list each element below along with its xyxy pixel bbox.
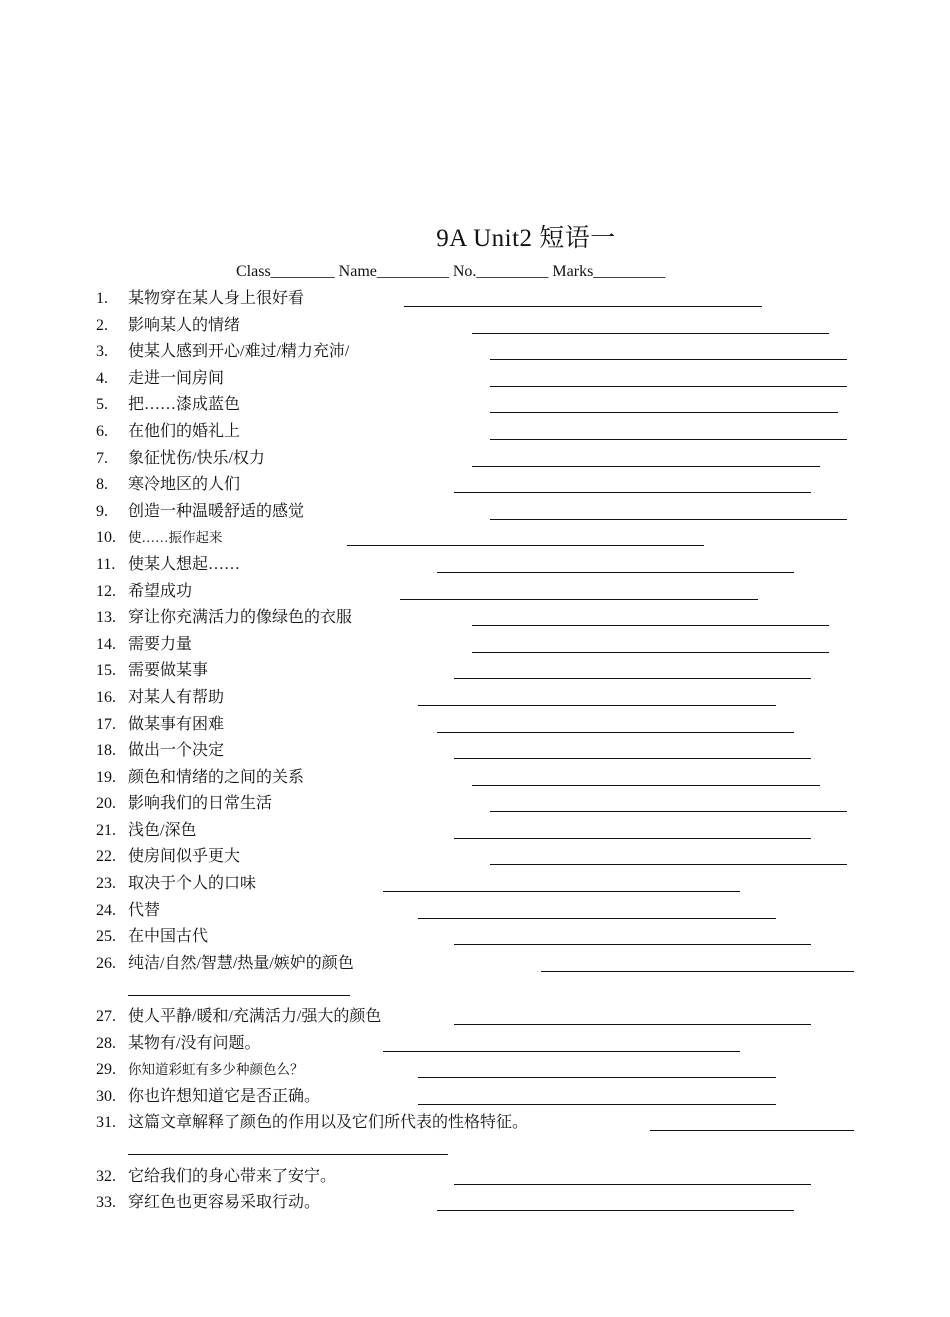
item-prompt: 影响某人的情绪 xyxy=(128,316,241,334)
item-prompt: 使某人想起…… xyxy=(128,555,241,573)
item-number: 8. xyxy=(96,476,108,494)
item-prompt: 走进一间房间 xyxy=(128,369,225,387)
list-item xyxy=(0,446,950,473)
list-item xyxy=(0,738,950,765)
item-prompt: 做出一个决定 xyxy=(128,742,225,760)
item-prompt: 象征忧伤/快乐/权力 xyxy=(128,449,265,467)
item-number: 24. xyxy=(96,901,116,919)
answer-line[interactable] xyxy=(454,492,811,493)
answer-line-continuation[interactable] xyxy=(128,995,350,996)
item-prompt: 在中国古代 xyxy=(128,928,209,946)
item-prompt: 它给我们的身心带来了安宁。 xyxy=(128,1167,337,1185)
item-number: 26. xyxy=(96,954,116,972)
list-item xyxy=(0,658,950,685)
list-item xyxy=(0,1004,950,1031)
item-prompt: 使房间似乎更大 xyxy=(128,848,241,866)
list-item xyxy=(0,1031,950,1058)
list-item xyxy=(0,552,950,579)
answer-line[interactable] xyxy=(541,971,854,972)
answer-line[interactable] xyxy=(400,599,758,600)
item-number: 19. xyxy=(96,768,116,786)
list-item xyxy=(0,1190,950,1217)
worksheet-title: 9A Unit2 短语一 xyxy=(436,225,616,252)
item-number: 27. xyxy=(96,1008,116,1026)
answer-line[interactable] xyxy=(347,545,704,546)
answer-line[interactable] xyxy=(490,439,847,440)
item-prompt: 浅色/深色 xyxy=(128,821,197,839)
answer-line[interactable] xyxy=(383,891,740,892)
answer-line[interactable] xyxy=(490,864,847,865)
item-number: 4. xyxy=(96,369,108,387)
student-info-line: Class________ Name_________ No._________ Marks_________ xyxy=(236,263,666,280)
list-item xyxy=(0,1084,950,1111)
item-prompt: 使某人感到开心/难过/精力充沛/ xyxy=(128,343,350,361)
item-prompt: 创造一种温暖舒适的感觉 xyxy=(128,502,305,520)
list-item xyxy=(0,951,950,1004)
item-prompt: 做某事有困难 xyxy=(128,715,225,733)
answer-line[interactable] xyxy=(418,1104,776,1105)
list-item xyxy=(0,579,950,606)
answer-line[interactable] xyxy=(472,652,829,653)
answer-line[interactable] xyxy=(490,811,847,812)
item-number: 14. xyxy=(96,635,116,653)
item-prompt: 代替 xyxy=(128,901,161,919)
answer-line[interactable] xyxy=(418,1077,776,1078)
item-prompt: 希望成功 xyxy=(128,582,193,600)
item-number: 29. xyxy=(96,1061,116,1079)
list-item xyxy=(0,392,950,419)
item-prompt: 需要力量 xyxy=(128,635,193,653)
list-item xyxy=(0,791,950,818)
list-item xyxy=(0,898,950,925)
item-prompt: 你也许想知道它是否正确。 xyxy=(128,1087,321,1105)
item-number: 18. xyxy=(96,742,116,760)
answer-line[interactable] xyxy=(490,412,838,413)
list-item xyxy=(0,286,950,313)
answer-line[interactable] xyxy=(404,306,762,307)
item-prompt: 使……振作起来 xyxy=(128,530,223,546)
item-number: 13. xyxy=(96,609,116,627)
list-item xyxy=(0,339,950,366)
list-item xyxy=(0,499,950,526)
item-prompt: 你知道彩虹有多少种颜色么？ xyxy=(128,1062,304,1078)
item-number: 28. xyxy=(96,1034,116,1052)
answer-line[interactable] xyxy=(454,758,811,759)
item-number: 33. xyxy=(96,1194,116,1212)
list-item xyxy=(0,844,950,871)
item-number: 17. xyxy=(96,715,116,733)
item-number: 16. xyxy=(96,688,116,706)
answer-line[interactable] xyxy=(437,732,794,733)
answer-line[interactable] xyxy=(454,1184,811,1185)
answer-line[interactable] xyxy=(418,705,776,706)
list-item xyxy=(0,313,950,340)
item-number: 22. xyxy=(96,848,116,866)
list-item xyxy=(0,818,950,845)
list-item xyxy=(0,525,950,552)
answer-line-continuation[interactable] xyxy=(128,1154,448,1155)
answer-line[interactable] xyxy=(383,1051,740,1052)
item-number: 15. xyxy=(96,662,116,680)
item-prompt: 影响我们的日常生活 xyxy=(128,795,273,813)
answer-line[interactable] xyxy=(437,1210,794,1211)
list-item xyxy=(0,1164,950,1191)
list-item xyxy=(0,1110,950,1163)
item-number: 3. xyxy=(96,343,108,361)
list-item xyxy=(0,632,950,659)
item-number: 21. xyxy=(96,821,116,839)
item-number: 25. xyxy=(96,928,116,946)
answer-line[interactable] xyxy=(454,838,811,839)
list-item xyxy=(0,712,950,739)
answer-line[interactable] xyxy=(472,785,820,786)
item-prompt: 需要做某事 xyxy=(128,662,209,680)
list-item xyxy=(0,472,950,499)
list-item xyxy=(0,366,950,393)
item-prompt: 穿让你充满活力的像绿色的衣服 xyxy=(128,609,353,627)
list-item xyxy=(0,924,950,951)
item-prompt: 穿红色也更容易采取行动。 xyxy=(128,1194,321,1212)
answer-line[interactable] xyxy=(650,1130,854,1131)
list-item xyxy=(0,1057,950,1084)
answer-line[interactable] xyxy=(472,333,829,334)
answer-line[interactable] xyxy=(490,386,847,387)
item-number: 1. xyxy=(96,290,108,307)
answer-line[interactable] xyxy=(454,1024,811,1025)
list-item xyxy=(0,419,950,446)
list-item xyxy=(0,765,950,792)
item-number: 30. xyxy=(96,1087,116,1105)
item-number: 9. xyxy=(96,502,108,520)
answer-line[interactable] xyxy=(490,519,847,520)
answer-line[interactable] xyxy=(437,572,794,573)
item-prompt: 在他们的婚礼上 xyxy=(128,422,241,440)
list-item xyxy=(0,871,950,898)
answer-line[interactable] xyxy=(472,466,820,467)
item-prompt: 对某人有帮助 xyxy=(128,688,225,706)
list-item xyxy=(0,685,950,712)
item-prompt: 某物穿在某人身上很好看 xyxy=(128,290,305,307)
answer-line[interactable] xyxy=(490,359,847,360)
item-prompt: 取决于个人的口味 xyxy=(128,875,257,893)
item-number: 5. xyxy=(96,396,108,414)
item-number: 2. xyxy=(96,316,108,334)
answer-line[interactable] xyxy=(472,625,829,626)
item-number: 6. xyxy=(96,422,108,440)
item-prompt: 把……漆成蓝色 xyxy=(128,396,241,414)
item-number: 7. xyxy=(96,449,108,467)
item-prompt: 寒冷地区的人们 xyxy=(128,476,241,494)
item-number: 31. xyxy=(96,1114,116,1132)
item-number: 11. xyxy=(96,555,116,573)
answer-line[interactable] xyxy=(454,678,811,679)
item-number: 12. xyxy=(96,582,116,600)
item-number: 20. xyxy=(96,795,116,813)
item-prompt: 这篇文章解释了颜色的作用以及它们所代表的性格特征。 xyxy=(128,1114,529,1132)
answer-line[interactable] xyxy=(418,918,776,919)
phrase-list xyxy=(0,286,950,1217)
list-item xyxy=(0,605,950,632)
answer-line[interactable] xyxy=(454,944,811,945)
item-prompt: 使人平静/暖和/充满活力/强大的颜色 xyxy=(128,1008,382,1026)
item-number: 23. xyxy=(96,875,116,893)
item-prompt: 颜色和情绪的之间的关系 xyxy=(128,768,305,786)
item-prompt: 纯洁/自然/智慧/热量/嫉妒的颜色 xyxy=(128,954,354,972)
item-number: 32. xyxy=(96,1167,116,1185)
item-number: 10. xyxy=(96,529,116,547)
item-prompt: 某物有/没有问题。 xyxy=(128,1034,261,1052)
